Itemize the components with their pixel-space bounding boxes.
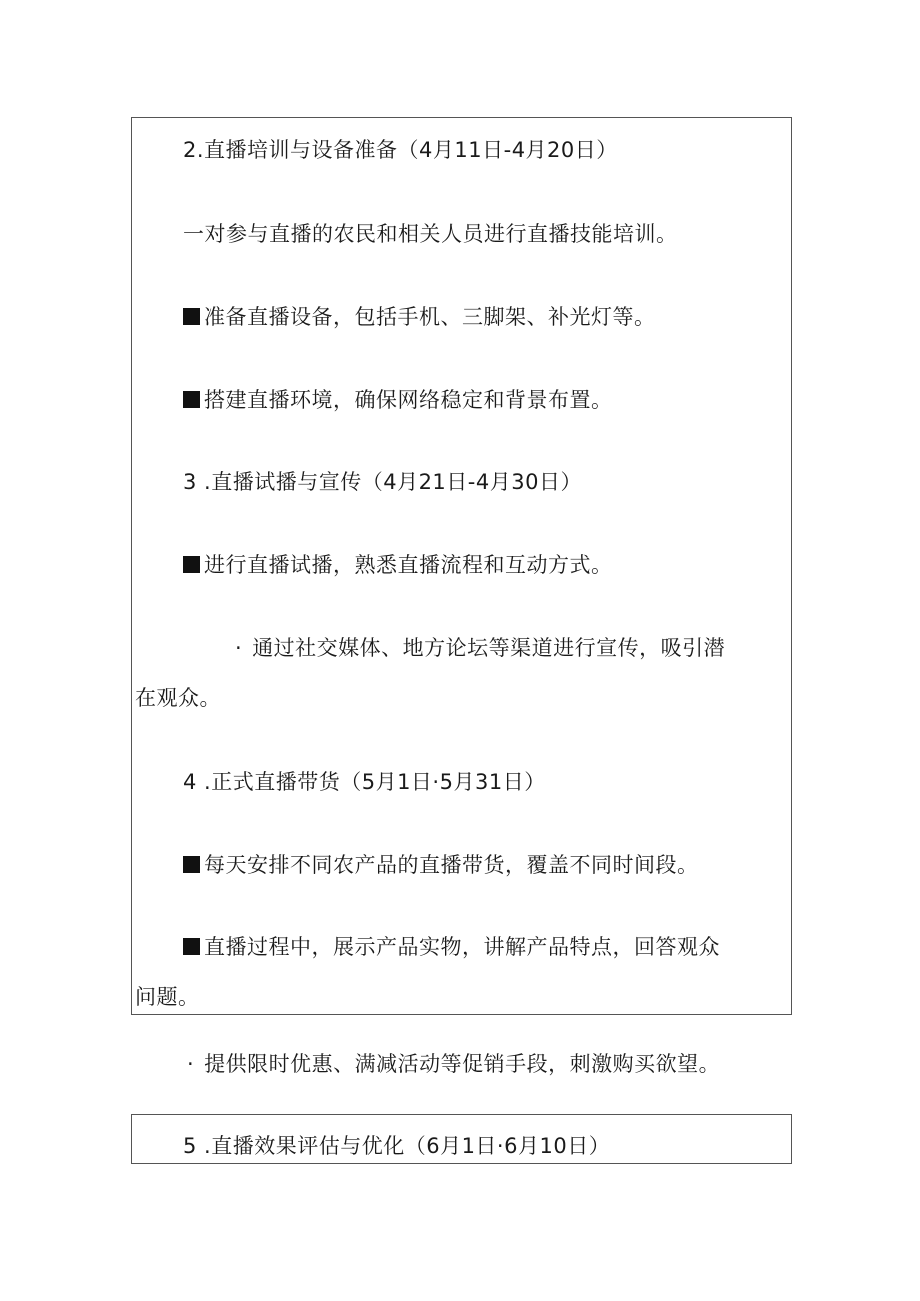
square-bullet-icon [183,308,200,325]
list-item-training: 一对参与直播的农民和相关人员进行直播技能培训。 [183,222,678,246]
list-item-environment: 搭建直播环境，确保网络稳定和背景布置。 [183,384,613,416]
square-bullet-icon [183,391,200,408]
section-heading-evaluation: 5 .直播效果评估与优化（6月1日·6月10日） [183,1134,611,1158]
list-item-showcase: 直播过程中，展示产品实物，讲解产品特点，回答观众问题。 [135,935,720,1009]
list-item-daily: 每天安排不同农产品的直播带货，覆盖不同时间段。 [183,849,699,881]
list-item-promotion: · 通过社交媒体、地方论坛等渠道进行宣传，吸引潜在观众。 [135,623,735,723]
square-bullet-icon [183,556,200,573]
square-bullet-icon [183,938,200,955]
list-item-trial: 进行直播试播，熟悉直播流程和互动方式。 [183,549,613,581]
square-bullet-icon [183,856,200,873]
dot-bullet: · [235,636,243,660]
section-heading-live: 4 .正式直播带货（5月1日·5月31日） [183,770,546,794]
section-heading-training: 2.直播培训与设备准备（4月11日-4月20日） [183,138,618,162]
dot-bullet: · [187,1052,195,1076]
section-heading-trial: 3 .直播试播与宣传（4月21日-4月30日） [183,470,582,494]
list-item-equipment: 准备直播设备，包括手机、三脚架、补光灯等。 [183,301,656,333]
dash-bullet: 一 [183,222,205,246]
list-item-discount: · 提供限时优惠、满减活动等促销手段，刺激购买欲望。 [183,1048,720,1080]
